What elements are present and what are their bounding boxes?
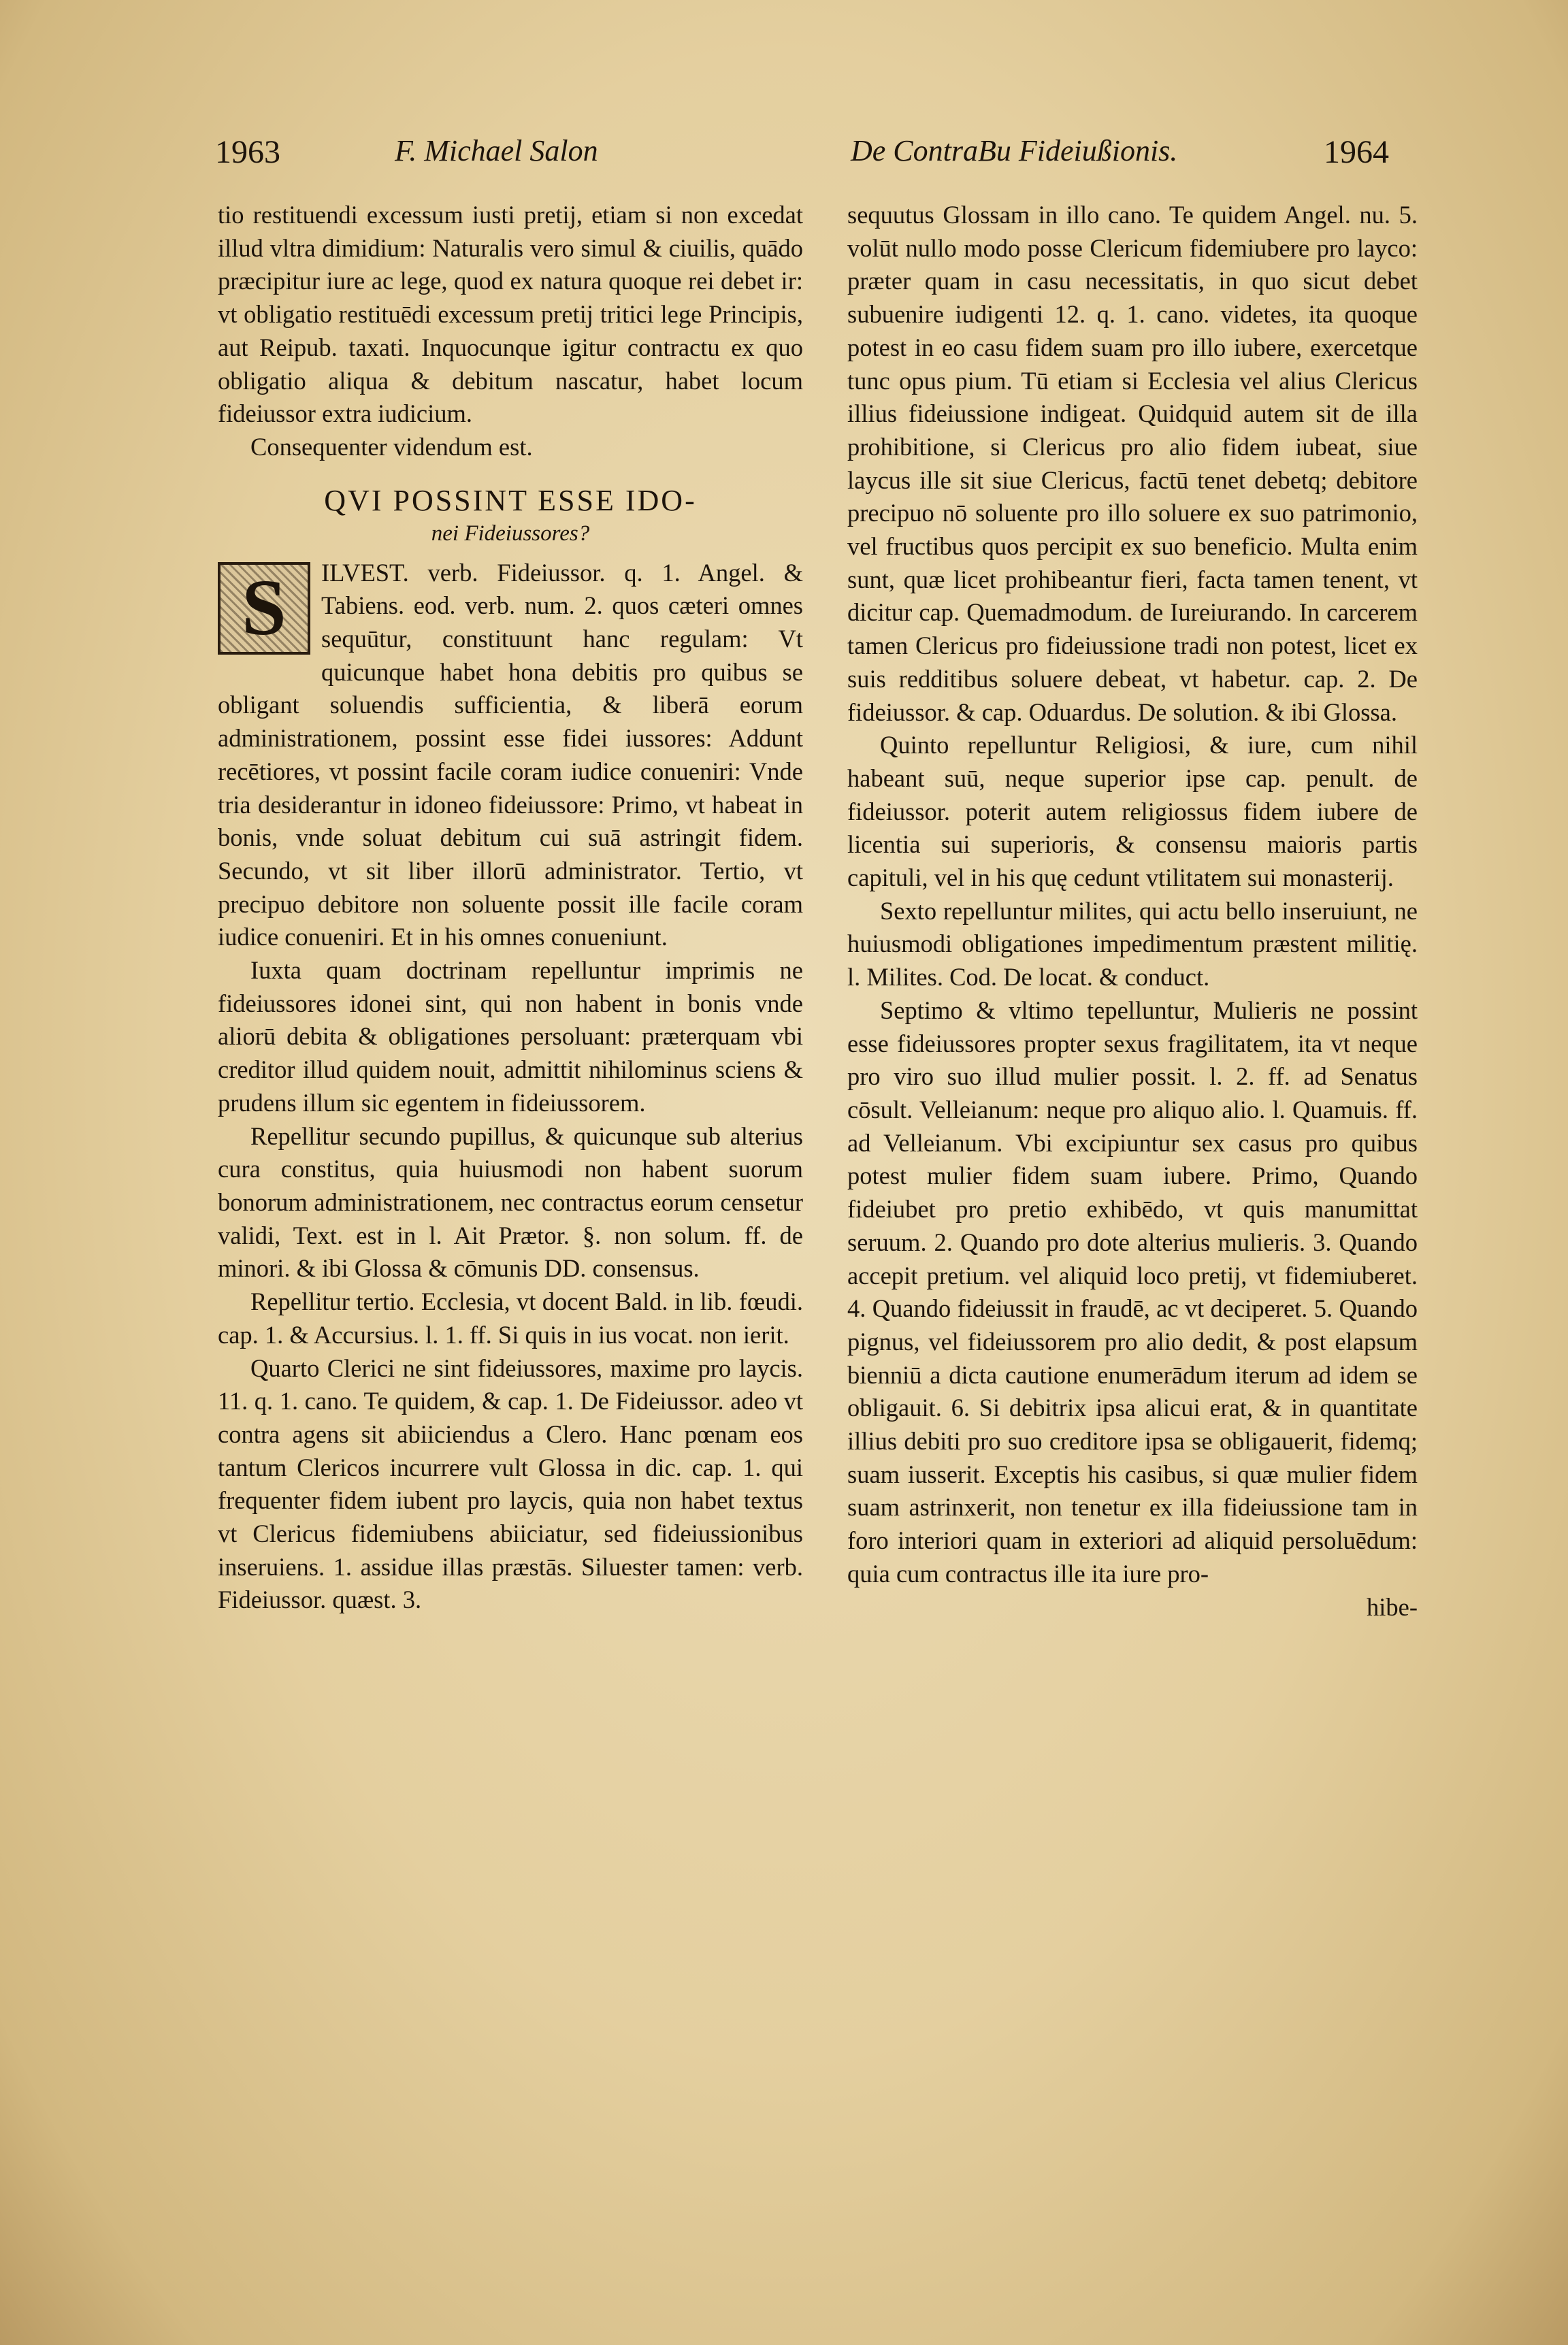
right-page-number: 1964	[1324, 134, 1389, 170]
paragraph: Consequenter videndum est.	[250, 432, 533, 461]
left-running-head: F. Michael Salon	[395, 134, 598, 167]
paragraph: Quinto repelluntur Religiosi, & iure, cum nihil habeant suū, neque superior ipse cap. penult. de fideiussor. poterit autem religiossus fidem iubere de licentia sui superioris, & consensu maioris partis capituli, vel in his quę cedunt vtilitatem sui monasterij.	[847, 731, 1418, 892]
decorated-initial-letter: S	[220, 565, 308, 652]
paragraph: Septimo & vltimo tepelluntur, Mulieris ne possint esse fideiussores propter sexus fragilitatem, ita vt neque pro viro suo illud mulier possit. l. 2. ff. ad Senatus cōsult. Velleianum: neque pro aliquo alio. l. Quamuis. ff. ad Velleianum. Vbi excipiuntur sex casus pro quibus potest mulier fidem suam iubere. Primo, Quando fideiubet pro pretio exhibēdo, vt quis manumittat seruum. 2. Quando pro dote alterius mulieris. 3. Quando accepit pretium. vel aliquid loco pretij, vt fidemiuberet. 4. Quando fideiussit in fraudē, ac vt deciperet. 5. Quando pignus, vel fideiussorem pro alio dedit, & post elapsum bienniū a dicta cautione enumerādum iterum ad idem se obligauit. 6. Si debitrix ipsa alicui erat, & in quantitate illius debiti pro suo creditore ipsa se obligauerit, fidemq; suam iusserit. Exceptis his casibus, si quæ mulier fidem suam astrinxerit, non tenetur ex illa fideiussione tam in foro interiori quam in exteriori ad aliquid persoluēdum: quia cum contractus ille ita iure pro-	[847, 996, 1418, 1588]
right-column	[847, 199, 1418, 1624]
decorated-initial-icon	[218, 562, 310, 655]
paragraph: sequutus Glossam in illo cano. Te quidem Angel. nu. 5. volūt nullo modo posse Clericum fidemiubere pro layco: præter quam in casu necessitatis, in quo sicut debet subuenire iudigenti 12. q. 1. cano. videtes, ita quoque potest in eo casu fidem suam pro illo iubere, exercetque tunc opus pium. Tū etiam si Ecclesia vel alius Clericus illius fideiussione indigeat. Quidquid autem sit de illa prohibitione, si Clericus pro alio fidem iubeat, siue laycus ille sit siue Clericus, factū tenet debetq; debitore precipuo nō soluente pro illo soluere ex suo patrimonio, vel fructibus quos percipit ex suo beneficio. Multa enim sunt, quæ licet prohibeantur fieri, facta tamen tenent, vt dicitur cap. Quemadmodum. de Iureiurando. In carcerem tamen Clericus pro fideiussione tradi non potest, licet ex suis redditibus soluere debeat, vt habetur. cap. 2. De fideiussor. & cap. Oduardus. De solution. & ibi Glossa.	[847, 201, 1418, 726]
left-column	[218, 199, 803, 1617]
section-heading	[218, 485, 803, 550]
paragraph	[218, 557, 803, 954]
right-running-head: De ContraBu Fideiußionis.	[851, 134, 1178, 167]
paragraph: Sexto repelluntur milites, qui actu bello inseruiunt, ne huiusmodi obligationes impedimentum præstent militię. l. Milites. Cod. De locat. & conduct.	[847, 896, 1418, 991]
heading-line: QVI POSSINT ESSE IDO-	[324, 483, 697, 517]
paragraph: Repellitur tertio. Ecclesia, vt docent Bald. in lib. fœudi. cap. 1. & Accursius. l. 1. ff. Si quis in ius vocat. non ierit.	[218, 1288, 803, 1349]
catchword: hibe-	[1367, 1592, 1418, 1621]
heading-line: nei Fideiussores?	[431, 521, 590, 546]
paragraph-text: ILVEST. verb. Fideiussor. q. 1. Angel. & Tabiens. eod. verb. num. 2. quos cæteri omnes sequūtur, constituunt hanc regulam: Vt quicunque habet hona debitis pro quibus se obligant soluendis sufficientia, & liberā eorum administrationem, possint esse fidei iussores: Addunt recētiores, vt possint facile coram iudice conueniri: Vnde tria desiderantur in idoneo fideiussore: Primo, vt habeat in bonis, vnde soluat debitum cui suā astringit fidem. Secundo, vt sit liber illorū administrator. Tertio, vt precipuo debitore non soluente possit ille facile coram iudice conueniri. Et in his omnes conueniunt.	[218, 558, 803, 951]
paragraph: Repellitur secundo pupillus, & quicunque sub alterius cura constitus, quia huiusmodi non habent suorum bonorum administrationem, nec contractus eorum censetur validi, Text. est in l. Ait Prætor. §. non solum. ff. de minori. & ibi Glossa & cōmunis DD. consensus.	[218, 1121, 803, 1283]
page-header	[0, 133, 1568, 188]
left-page-number: 1963	[215, 134, 280, 170]
paragraph: tio restituendi excessum iusti pretij, etiam si non excedat illud vltra dimidium: Naturalis vero simul & ciuilis, quādo præcipitur iure ac lege, quod ex natura quoque rei debet ir: vt obligatio restituēdi excessum pretij tritici lege Principis, aut Reipub. taxati. Inquocunque igitur contractu ex quo obligatio aliqua & debitum nascatur, habet locum fideiussor extra iudicium.	[218, 201, 803, 428]
paragraph: Quarto Clerici ne sint fideiussores, maxime pro laycis. 11. q. 1. cano. Te quidem, & cap. 1. De Fideiussor. adeo vt contra agens sit abiiciendus a Clero. Hanc pœnam eos tantum Clericos incurrere vult Glossa in dic. cap. 1. qui frequenter fidem iubent pro laycis, quia non habet textus vt Clericus fidemiubens abiiciatur, sed fideiussionibus inseruiens. 1. assidue illas præstās. Siluester tamen: verb. Fideiussor. quæst. 3.	[218, 1354, 803, 1614]
paragraph: Iuxta quam doctrinam repelluntur imprimis ne fideiussores idonei sint, qui non habent in bonis vnde aliorū debita & obligationes persoluant: præterquam vbi creditor illud quidem nouit, admittit nihilominus sciens & prudens illum sic egentem in fideiussorem.	[218, 956, 803, 1117]
